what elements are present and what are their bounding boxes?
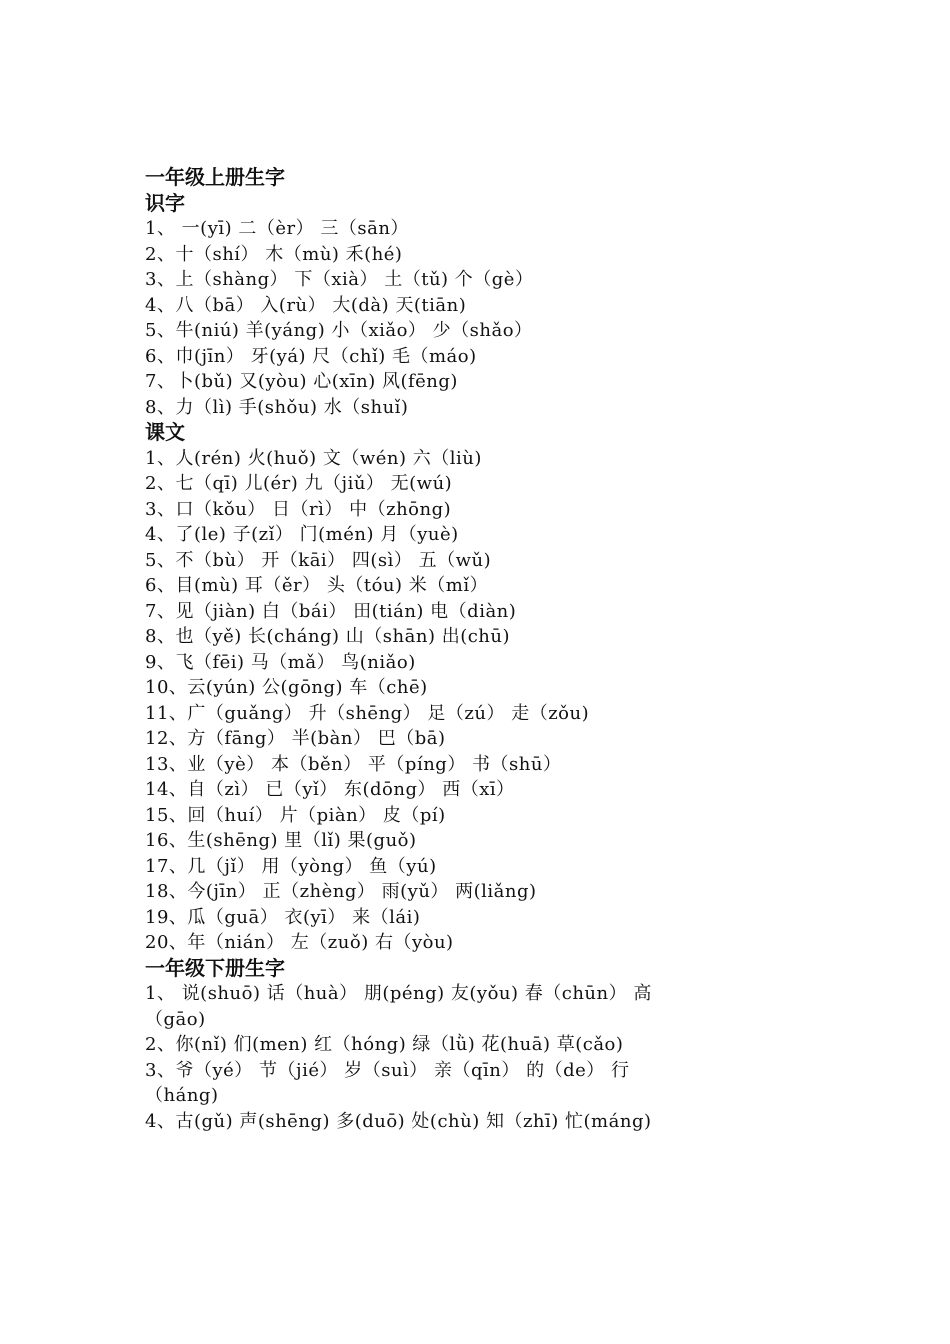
list-item: 11、广（guǎng） 升（shēng） 足（zú） 走（zǒu): [145, 702, 590, 724]
list-item: 1、 说(shuō) 话（huà） 朋(péng) 友(yǒu) 春（chūn） 高: [145, 983, 652, 1004]
list-item: 8、也（yě) 长(cháng) 山（shān) 出(chū): [145, 626, 511, 647]
list-item: 13、业（yè） 本（běn） 平（píng） 书（shū）: [145, 753, 562, 775]
list-item: 5、不（bù） 开（kāi） 四(sì） 五（wǔ): [145, 549, 492, 571]
section-heading-shizi: 识字: [145, 190, 185, 215]
list-item: 6、目(mù) 耳（ěr） 头（tóu) 米（mǐ）: [145, 575, 489, 596]
list-item: 3、上（shàng） 下（xià） 土（tǔ) 个（gè）: [145, 269, 534, 290]
list-item: 1、 一(yī) 二（èr） 三（sān）: [145, 218, 409, 239]
list-item: （háng): [145, 1085, 219, 1106]
list-item: 2、七（qī) 儿(ér) 九（jiǔ） 无(wú): [145, 473, 453, 494]
section-xiace-list: [145, 981, 785, 1134]
document-title: 一年级上册生字: [145, 165, 285, 189]
list-item: 10、云(yún) 公(gōng) 车（chē): [145, 677, 428, 698]
list-item: 4、八（bā） 入(rù） 大(dà) 天(tiān): [145, 294, 467, 316]
list-item: 3、爷（yé） 节（jié） 岁（suì） 亲（qīn） 的（de） 行: [145, 1059, 630, 1081]
section-kewen-list: [145, 446, 785, 956]
list-item: 5、牛(niú) 羊(yáng) 小（xiǎo） 少（shǎo）: [145, 320, 533, 341]
list-item: 15、回（huí） 片（piàn） 皮（pí): [145, 804, 446, 826]
list-item: 16、生(shēng) 里（lǐ) 果(guǒ): [145, 830, 417, 851]
list-item: 6、巾(jīn） 牙(yá) 尺（chǐ) 毛（máo): [145, 345, 477, 367]
list-item: 8、力（lì) 手(shǒu) 水（shuǐ): [145, 396, 409, 418]
list-item: 12、方（fāng） 半(bàn） 巴（bā): [145, 728, 446, 749]
section-heading-xiace: 一年级下册生字: [145, 955, 285, 980]
list-item: 2、十（shí） 木（mù) 禾(hé): [145, 243, 403, 265]
list-item: 3、口（kǒu） 日（rì） 中（zhōng): [145, 498, 452, 520]
section-shizi-list: [145, 216, 785, 420]
list-item: 19、瓜（guā） 衣(yī） 来（lái): [145, 906, 421, 928]
list-item: 14、自（zì） 已（yǐ） 东(dōng） 西（xī）: [145, 779, 515, 800]
section-heading-kewen: 课文: [145, 420, 185, 444]
list-item: 4、古(gǔ) 声(shēng) 多(duō) 处(chù) 知（zhī) 忙(máng): [145, 1110, 652, 1132]
list-item: 17、几（jǐ） 用（yòng） 鱼（yú): [145, 855, 437, 877]
document-page: [145, 165, 785, 1134]
list-item: 2、你(nǐ) 们(men) 红（hóng) 绿（lǜ) 花(huā) 草(cǎo): [145, 1034, 624, 1055]
list-item: 7、见（jiàn) 白（bái） 田(tián) 电（diàn): [145, 600, 517, 622]
list-item: 18、今(jīn） 正（zhèng） 雨(yǔ） 两(liǎng): [145, 881, 537, 902]
list-item: 20、年（nián） 左（zuǒ) 右（yòu): [145, 932, 454, 953]
list-item: （gāo): [145, 1008, 206, 1030]
list-item: 1、人(rén) 火(huǒ) 文（wén) 六（liù): [145, 447, 482, 469]
list-item: 9、飞（fēi) 马（mǎ） 鸟(niǎo): [145, 651, 416, 673]
list-item: 7、卜(bǔ) 又(yòu) 心(xīn) 风(fēng): [145, 371, 458, 392]
list-item: 4、了(le) 子(zǐ） 门(mén) 月（yuè): [145, 524, 459, 545]
